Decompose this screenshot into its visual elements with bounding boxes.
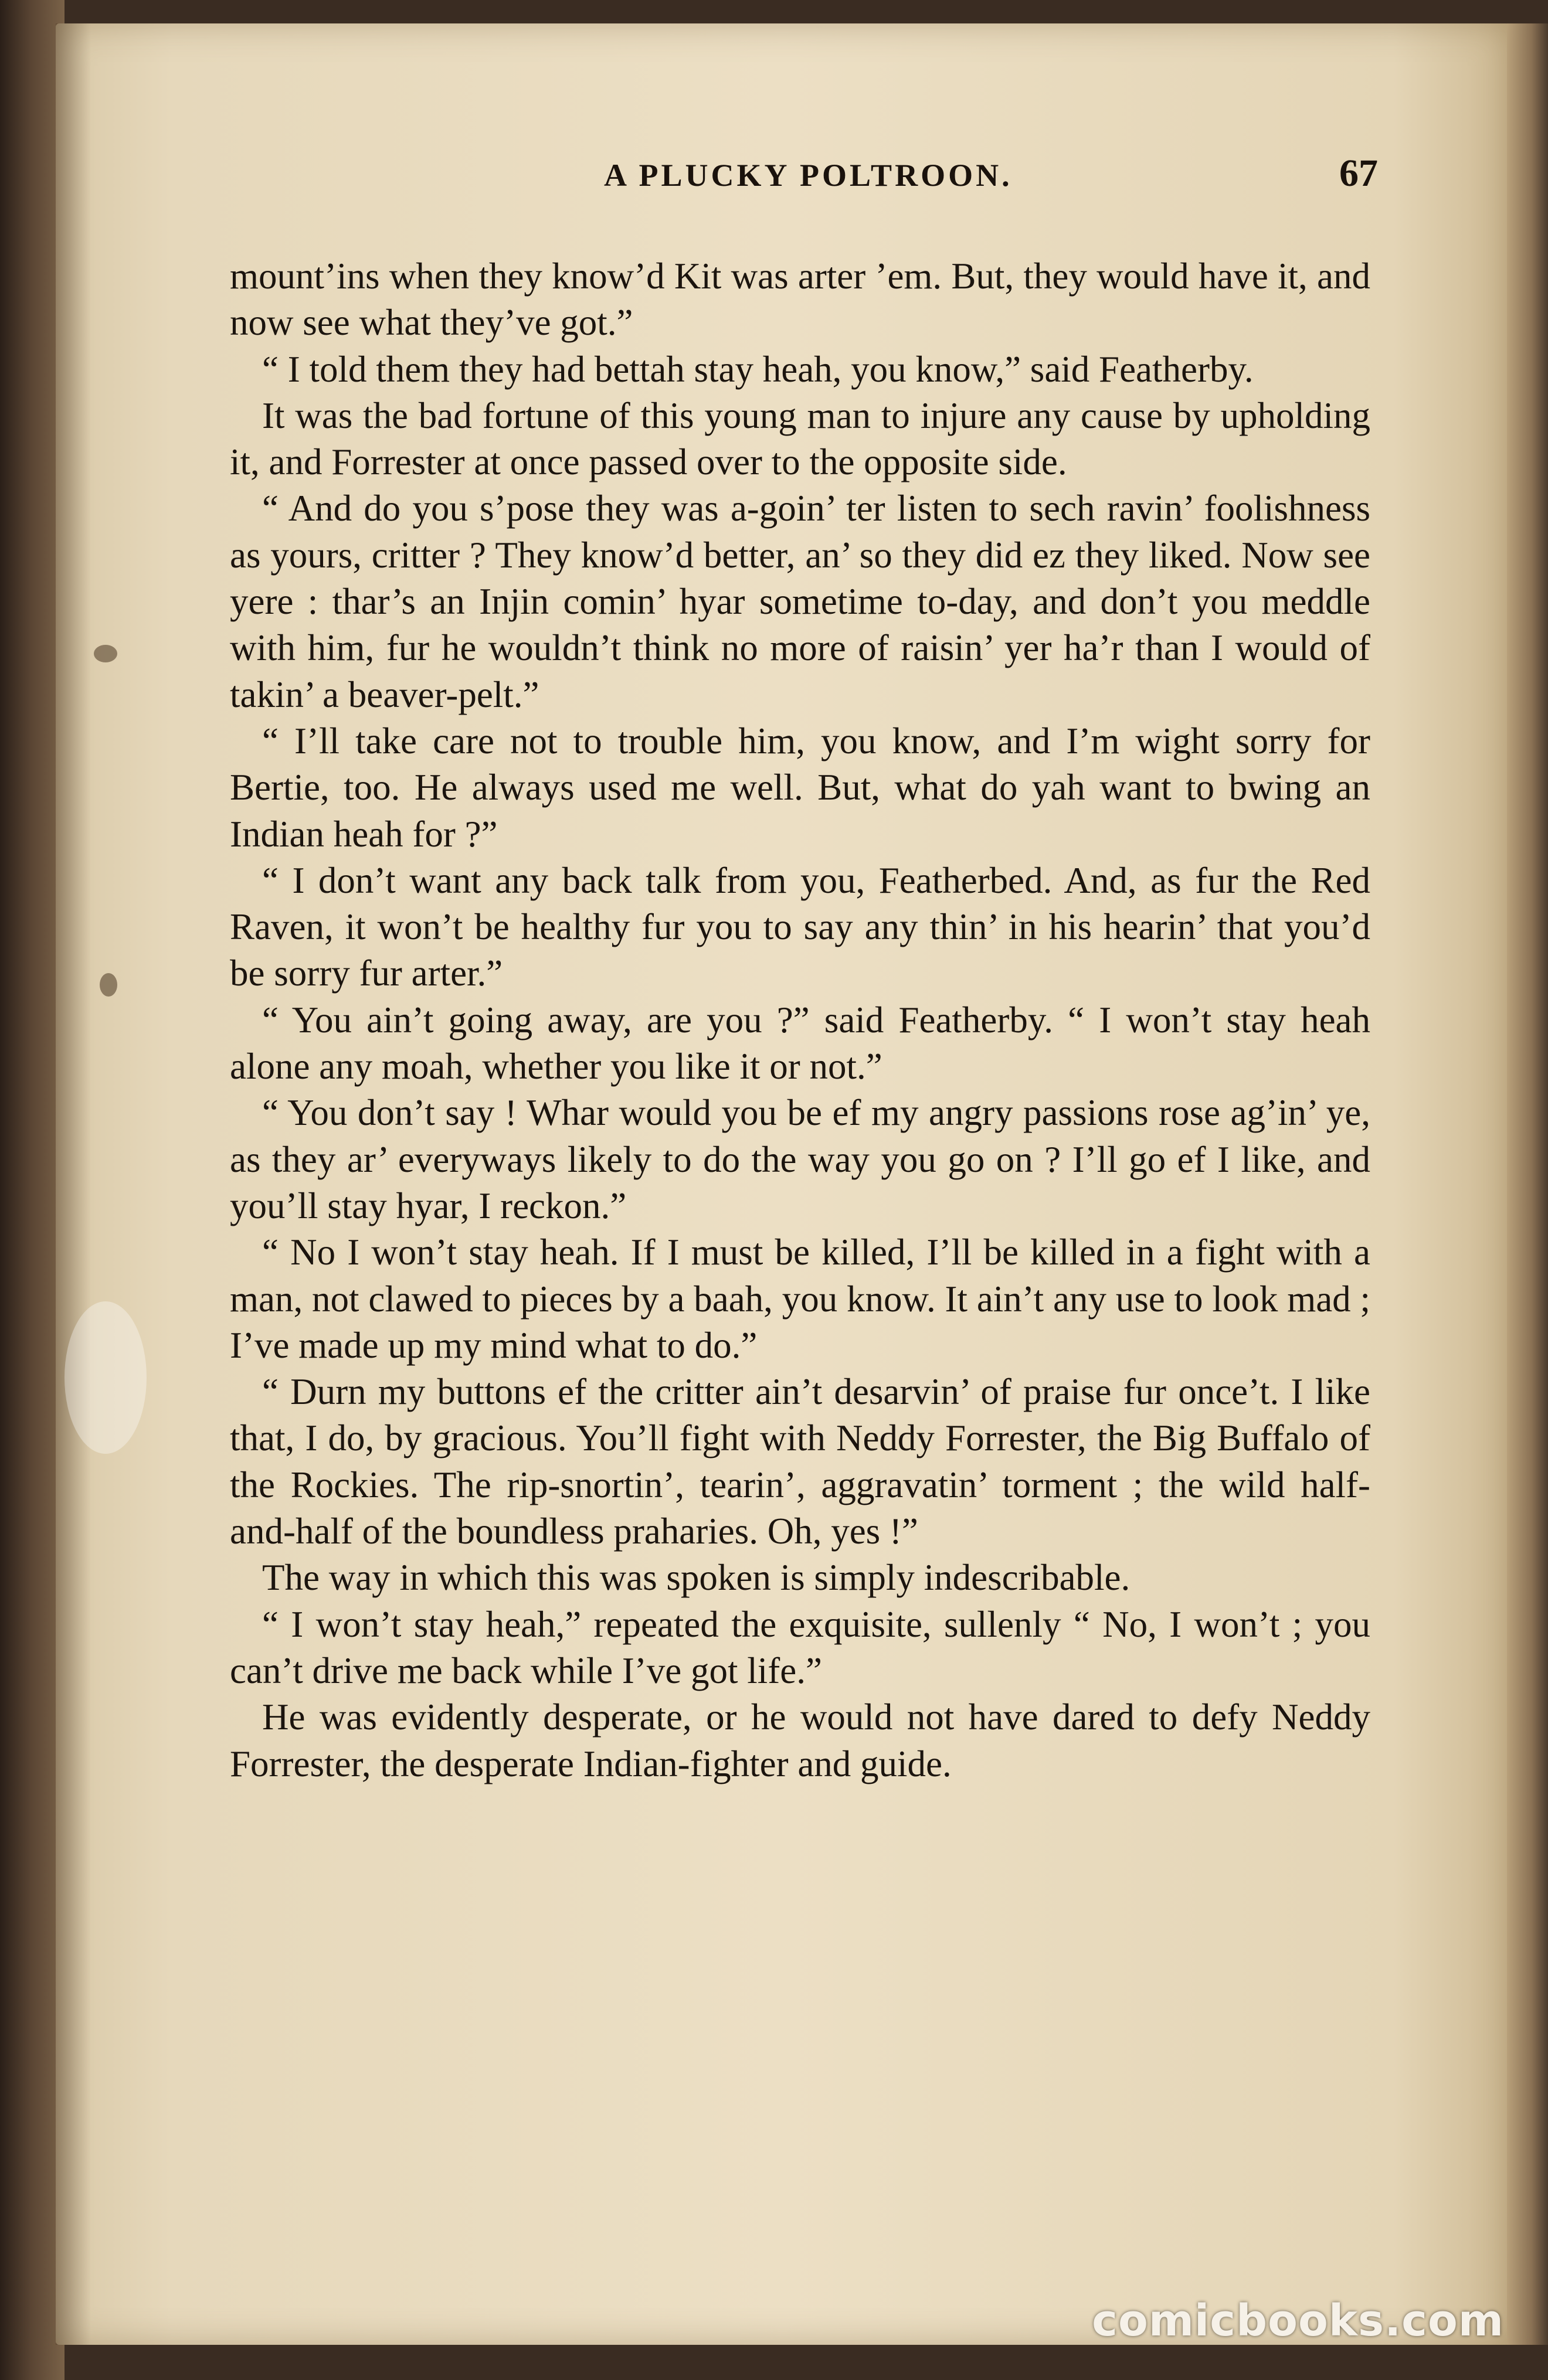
running-head: A PLUCKY POLTROON. [604, 158, 1013, 193]
book-spine [0, 0, 64, 2380]
paragraph: “ No I won’t stay heah. If I must be killed, I’ll be killed in a fight with a man, not clawed to pieces by a baah, you know. It ain’t any use to look mad ; I’ve made up my mind what to do.” [230, 1232, 1370, 1366]
paragraph: It was the bad fortune of this young man to injure any cause by upholding it, and Forrester at once passed over to the opposite side. [230, 395, 1370, 483]
paragraph: “ I don’t want any back talk from you, Featherbed. And, as fur the Red Raven, it won’t be healthy fur you to say any thin’ in his hearin’ that you’d be sorry fur arter.” [230, 859, 1370, 994]
page-number: 67 [1339, 152, 1378, 195]
body-text [230, 253, 1370, 1787]
paragraph: “ And do you s’pose they was a-goin’ ter listen to sech ravin’ foolishness as yours, critter ? They know’d better, an’ so they did ez they liked. Now see yere : thar’s an Injin comin’ hyar sometime to-day, and don’t you meddle with him, fur he wouldn’t think no more of raisin’ yer ha’r than I would of takin’ a beaver-pelt.” [230, 488, 1370, 715]
paragraph: “ I’ll take care not to trouble him, you know, and I’m wight sorry for Bertie, too. He always used me well. But, what do yah want to bwing an Indian heah for ?” [230, 720, 1370, 855]
paragraph: He was evidently desperate, or he would not have dared to defy Neddy Forrester, the desperate Indian-fighter and guide. [230, 1696, 1370, 1784]
paragraph: “ I told them they had bettah stay heah, you know,” said Featherby. [262, 348, 1254, 390]
paragraph: mount’ins when they know’d Kit was arter ’em. But, they would have it, and now see what they’ve got.” [230, 256, 1370, 344]
paragraph: “ You ain’t going away, are you ?” said Featherby. “ I won’t stay heah alone any moah, whether you like it or not.” [230, 999, 1370, 1087]
paragraph: “ I won’t stay heah,” repeated the exquisite, sullenly “ No, I won’t ; you can’t drive me back while I’ve got life.” [230, 1603, 1370, 1691]
paragraph: “ You don’t say ! Whar would you be ef my angry passions rose ag’in’ ye, as they ar’ everyways likely to do the way you go on ? I’ll go ef I like, and you’ll stay hyar, I reckon.” [230, 1092, 1370, 1226]
paragraph: The way in which this was spoken is simply indescribable. [262, 1557, 1131, 1599]
page-header [235, 151, 1378, 204]
page-edge [1507, 23, 1548, 2345]
page-gutter-shadow [56, 23, 91, 2345]
paragraph: “ Durn my buttons ef the critter ain’t desarvin’ of praise fur once’t. I like that, I do, by gracious. You’ll fight with Neddy Forrester, the Big Buffalo of the Rockies. The rip-snortin’, tearin’, aggravatin’ torment ; the wild half-and-half of the boundless praharies. Oh, yes !” [230, 1371, 1370, 1552]
watermark: comicbooks.com [1092, 2296, 1504, 2346]
